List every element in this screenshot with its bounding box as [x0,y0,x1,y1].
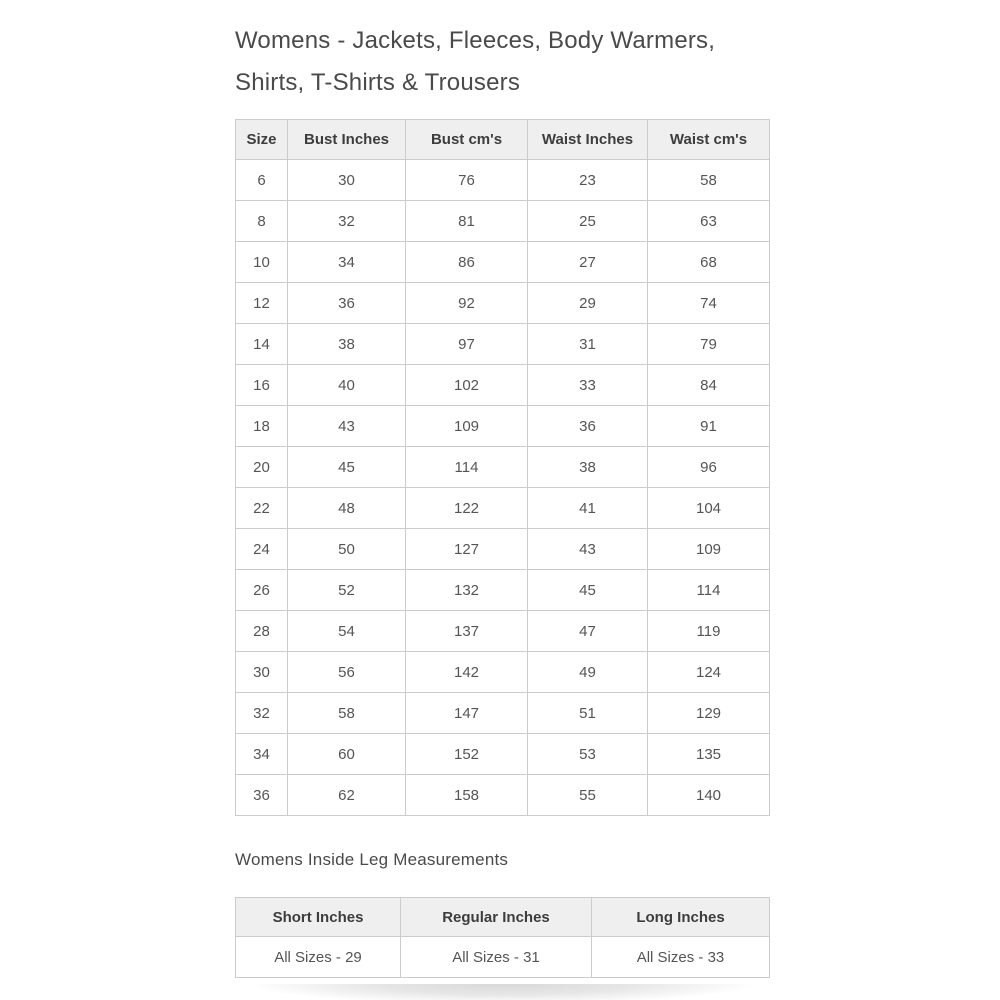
table-row [236,652,770,693]
inside-leg-table-head [236,898,770,937]
table-cell: 152 [406,734,528,775]
table-cell: 50 [288,529,406,570]
table-cell: 45 [528,570,648,611]
page-title [235,20,795,104]
table-cell: 119 [648,611,770,652]
table-header-row [236,898,770,937]
womens-size-table-head [236,120,770,160]
table-row [236,611,770,652]
table-cell: 92 [406,283,528,324]
table-cell: All Sizes - 31 [401,937,592,978]
table-cell: 140 [648,775,770,816]
table-cell: 127 [406,529,528,570]
table-cell: 158 [406,775,528,816]
bottom-shadow-divider [208,984,796,1000]
table-cell: 22 [236,488,288,529]
table-cell: 132 [406,570,528,611]
table-header-cell: Waist cm's [648,120,770,160]
table-cell: 18 [236,406,288,447]
table-cell: 34 [288,242,406,283]
table-row [236,406,770,447]
table-cell: 102 [406,365,528,406]
table-cell: 68 [648,242,770,283]
table-cell: 23 [528,160,648,201]
table-cell: 74 [648,283,770,324]
table-cell: 84 [648,365,770,406]
table-cell: 81 [406,201,528,242]
womens-size-table-body [236,160,770,816]
table-cell: 55 [528,775,648,816]
table-cell: 27 [528,242,648,283]
table-header-cell: Size [236,120,288,160]
page-title-line1: Womens - Jackets, Fleeces, Body Warmers, [235,27,716,54]
table-cell: 76 [406,160,528,201]
table-cell: 109 [406,406,528,447]
table-cell: 62 [288,775,406,816]
table-cell: 48 [288,488,406,529]
table-cell: 58 [648,160,770,201]
table-cell: 53 [528,734,648,775]
table-cell: 129 [648,693,770,734]
table-cell: 135 [648,734,770,775]
table-cell: 24 [236,529,288,570]
table-cell: 25 [528,201,648,242]
table-header-row [236,120,770,160]
table-cell: All Sizes - 29 [236,937,401,978]
table-row [236,365,770,406]
table-cell: 33 [528,365,648,406]
table-cell: 20 [236,447,288,488]
table-cell: 28 [236,611,288,652]
table-row [236,201,770,242]
table-cell: 6 [236,160,288,201]
table-cell: 8 [236,201,288,242]
table-header-cell: Regular Inches [401,898,592,937]
table-row [236,242,770,283]
table-row [236,488,770,529]
table-cell: 97 [406,324,528,365]
table-cell: 30 [236,652,288,693]
table-cell: 86 [406,242,528,283]
table-cell: 12 [236,283,288,324]
table-cell: 52 [288,570,406,611]
table-cell: 51 [528,693,648,734]
table-cell: 41 [528,488,648,529]
table-cell: 91 [648,406,770,447]
table-cell: 147 [406,693,528,734]
inside-leg-table [235,897,770,978]
table-cell: 31 [528,324,648,365]
table-cell: 38 [528,447,648,488]
table-cell: 16 [236,365,288,406]
table-row [236,160,770,201]
table-cell: 43 [288,406,406,447]
table-row [236,775,770,816]
table-cell: 56 [288,652,406,693]
table-cell: 36 [288,283,406,324]
table-row [236,529,770,570]
table-cell: 122 [406,488,528,529]
table-cell: 30 [288,160,406,201]
table-cell: 142 [406,652,528,693]
table-cell: All Sizes - 33 [592,937,770,978]
table-cell: 63 [648,201,770,242]
table-header-cell: Bust Inches [288,120,406,160]
inside-leg-table-body [236,937,770,978]
table-cell: 34 [236,734,288,775]
table-cell: 104 [648,488,770,529]
table-cell: 60 [288,734,406,775]
table-cell: 32 [288,201,406,242]
table-cell: 29 [528,283,648,324]
table-row [236,447,770,488]
inside-leg-heading: Womens Inside Leg Measurements [235,850,509,869]
table-cell: 14 [236,324,288,365]
table-cell: 36 [528,406,648,447]
table-row [236,734,770,775]
table-cell: 10 [236,242,288,283]
table-cell: 124 [648,652,770,693]
table-cell: 32 [236,693,288,734]
table-cell: 38 [288,324,406,365]
table-cell: 49 [528,652,648,693]
table-header-cell: Bust cm's [406,120,528,160]
table-cell: 109 [648,529,770,570]
table-cell: 47 [528,611,648,652]
table-cell: 58 [288,693,406,734]
table-cell: 137 [406,611,528,652]
table-row [236,324,770,365]
table-cell: 54 [288,611,406,652]
table-row [236,570,770,611]
table-header-cell: Waist Inches [528,120,648,160]
table-cell: 26 [236,570,288,611]
table-header-cell: Short Inches [236,898,401,937]
table-cell: 40 [288,365,406,406]
table-cell: 43 [528,529,648,570]
table-cell: 114 [648,570,770,611]
table-row [236,937,770,978]
table-cell: 36 [236,775,288,816]
table-cell: 79 [648,324,770,365]
table-cell: 96 [648,447,770,488]
table-row [236,283,770,324]
table-cell: 114 [406,447,528,488]
womens-size-table [235,119,770,816]
table-header-cell: Long Inches [592,898,770,937]
table-row [236,693,770,734]
page-title-line2: Shirts, T-Shirts & Trousers [235,69,521,96]
table-cell: 45 [288,447,406,488]
